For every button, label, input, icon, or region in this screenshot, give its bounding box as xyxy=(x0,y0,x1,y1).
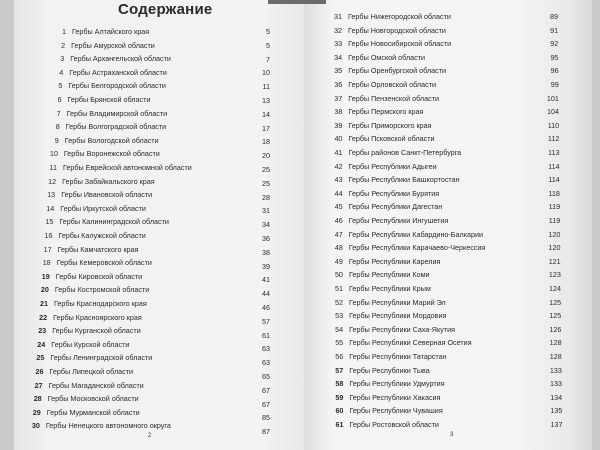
entry-page-number: 133 xyxy=(549,365,562,375)
entry-label: Гербы Псковской области xyxy=(348,134,435,144)
toc-entry xyxy=(49,41,270,55)
entry-page-number: 114 xyxy=(548,161,560,171)
toc-entry xyxy=(326,26,558,40)
entry-page-number: 18 xyxy=(261,137,270,147)
entry-page-number: 118 xyxy=(548,188,560,198)
entry-page-number: 5 xyxy=(265,40,270,50)
toc-entry xyxy=(327,175,558,189)
toc-entry xyxy=(40,177,270,191)
entry-label: Гербы Республики Кабардино-Балкарии xyxy=(348,229,484,239)
toc-entry xyxy=(43,136,270,150)
entry-page-number: 63 xyxy=(261,358,270,368)
toc-entry xyxy=(45,109,270,123)
entry-page-number: 36 xyxy=(262,234,270,243)
entry-number: 2 xyxy=(61,40,66,50)
entry-number: 10 xyxy=(49,149,58,159)
entry-label: Гербы Республики Северная Осетия xyxy=(349,338,472,348)
entry-page-number: 95 xyxy=(550,52,559,62)
entry-label: Гербы Приморского края xyxy=(348,120,432,130)
entry-number: 54 xyxy=(335,324,344,334)
entry-page-number: 57 xyxy=(261,316,270,326)
toc-entry xyxy=(326,94,558,108)
entry-page-number: 110 xyxy=(547,120,560,130)
entry-label: Гербы Новгородской области xyxy=(348,25,446,35)
toc-entry xyxy=(30,326,270,340)
entry-page-number: 61 xyxy=(261,330,270,340)
entry-label: Гербы Оренбургской области xyxy=(348,66,447,76)
toc-entry xyxy=(327,352,562,366)
entry-page-number: 11 xyxy=(262,82,270,92)
entry-number: 11 xyxy=(49,163,57,172)
entry-number: 23 xyxy=(38,326,47,336)
entry-page-number: 126 xyxy=(549,324,562,334)
entry-label: Гербы Ленинградской области xyxy=(50,353,153,363)
entry-page-number: 89 xyxy=(550,12,558,21)
entry-label: Гербы Еврейской автономной области xyxy=(63,163,192,172)
toc-entry xyxy=(327,162,558,176)
toc-entry xyxy=(326,107,558,121)
entry-number: 6 xyxy=(57,95,62,104)
entry-number: 8 xyxy=(55,122,60,132)
page-edge-shadow xyxy=(268,0,326,4)
entry-label: Гербы Липецкой области xyxy=(49,367,134,376)
toc-entry xyxy=(327,297,562,312)
entry-number: 43 xyxy=(334,175,343,185)
toc-entry xyxy=(327,148,559,162)
entry-page-number: 65 xyxy=(262,372,270,381)
entry-number: 18 xyxy=(42,258,51,268)
toc-entry xyxy=(327,365,562,380)
entry-label: Гербы Курганской области xyxy=(52,326,141,336)
entry-label: Гербы Кировской области xyxy=(55,271,143,281)
toc-entry xyxy=(35,258,270,272)
entry-label: Гербы Ивановской области xyxy=(61,190,153,200)
entry-number: 35 xyxy=(334,66,343,76)
entry-number: 14 xyxy=(46,203,55,213)
entry-label: Гербы Красноярского края xyxy=(53,312,142,322)
toc-entry xyxy=(327,379,563,393)
entry-page-number: 34 xyxy=(261,220,270,230)
entry-page-number: 120 xyxy=(548,243,561,253)
entry-page-number: 14 xyxy=(261,109,270,119)
toc-entry xyxy=(39,190,270,204)
entry-number: 61 xyxy=(335,420,344,429)
entry-page-number: 46 xyxy=(262,303,270,312)
entry-label: Гербы Нижегородской области xyxy=(348,12,451,21)
entry-page-number: 96 xyxy=(550,66,559,76)
entry-page-number: 67 xyxy=(261,399,270,409)
entry-page-number: 41 xyxy=(261,275,270,285)
entry-number: 4 xyxy=(59,67,64,77)
entry-label: Гербы Воронежской области xyxy=(63,149,160,159)
entry-page-number: 133 xyxy=(550,379,563,389)
entry-number: 17 xyxy=(43,244,52,254)
entry-number: 32 xyxy=(334,25,343,35)
entry-label: Гербы Омской области xyxy=(348,52,426,62)
toc-entry xyxy=(46,95,271,109)
entry-number: 58 xyxy=(335,379,344,389)
entry-page-number: 123 xyxy=(548,270,561,280)
toc-entry xyxy=(27,381,270,395)
entry-label: Гербы Магаданской области xyxy=(48,380,144,390)
entry-number: 46 xyxy=(334,216,343,225)
toc-entry xyxy=(327,324,562,339)
toc-entry xyxy=(327,229,561,244)
toc-entry xyxy=(24,421,270,435)
toc-entry xyxy=(38,204,270,218)
toc-entry xyxy=(48,54,270,68)
entry-label: Гербы Республики Дагестан xyxy=(348,202,443,212)
toc-entry xyxy=(327,270,561,284)
toc-entry xyxy=(46,81,270,95)
entry-page-number: 25 xyxy=(262,165,270,174)
entry-page-number: 114 xyxy=(548,175,560,185)
entry-number: 19 xyxy=(41,271,50,281)
entry-page-number: 113 xyxy=(548,148,560,157)
entry-number: 60 xyxy=(335,406,344,416)
entry-label: Гербы Краснодарского края xyxy=(54,299,147,308)
entry-label: Гербы Астраханской области xyxy=(69,67,167,77)
entry-number: 38 xyxy=(334,107,343,117)
toc-title: Содержание xyxy=(118,1,213,18)
entry-label: Гербы Калининградской области xyxy=(59,217,169,227)
entry-number: 44 xyxy=(334,188,343,198)
entry-label: Гербы Камчатского края xyxy=(57,244,139,254)
entry-page-number: 92 xyxy=(550,39,559,49)
entry-number: 1 xyxy=(62,27,66,36)
entry-page-number: 5 xyxy=(266,27,270,36)
entry-label: Гербы Пензенской области xyxy=(348,93,440,103)
entry-page-number: 91 xyxy=(550,25,559,35)
entry-number: 9 xyxy=(54,135,59,145)
entry-label: Гербы Московской области xyxy=(47,394,139,404)
toc-entry xyxy=(327,256,561,271)
entry-label: Гербы Республики Адыгеи xyxy=(348,161,437,171)
entry-number: 53 xyxy=(335,311,344,321)
entry-page-number: 112 xyxy=(547,134,560,144)
entry-page-number: 20 xyxy=(261,151,270,161)
entry-number: 56 xyxy=(335,352,344,361)
entry-label: Гербы Новосибирской области xyxy=(348,39,452,49)
toc-entry xyxy=(326,121,558,135)
entry-number: 45 xyxy=(334,202,343,212)
entry-page-number: 101 xyxy=(546,93,559,103)
entry-page-number: 128 xyxy=(549,352,562,361)
page-number-left: 2 xyxy=(148,433,152,439)
entry-label: Гербы Брянской области xyxy=(67,95,151,104)
entry-label: Гербы Пермского края xyxy=(348,107,424,117)
toc-entry xyxy=(37,231,271,245)
entry-number: 28 xyxy=(33,394,42,404)
entry-label: Гербы Калужской области xyxy=(58,231,146,240)
entry-page-number: 119 xyxy=(548,216,561,225)
entry-label: Гербы Республики Хакасия xyxy=(349,392,441,402)
entry-page-number: 99 xyxy=(550,80,559,89)
entry-page-number: 104 xyxy=(547,107,560,117)
entry-label: Гербы Ростовской области xyxy=(349,420,439,429)
entry-number: 20 xyxy=(40,285,49,295)
toc-entry xyxy=(327,202,561,216)
entry-number: 50 xyxy=(334,270,343,280)
entry-label: Гербы Иркутской области xyxy=(60,203,146,213)
entry-label: Гербы Республики Тыва xyxy=(349,365,430,375)
entry-label: Гербы Владимирской области xyxy=(66,108,168,118)
entry-label: Гербы Амурской области xyxy=(71,40,155,50)
entry-label: Гербы Республики Крым xyxy=(349,284,431,293)
toc-entry xyxy=(326,134,558,148)
toc-entry xyxy=(328,420,563,434)
entry-page-number: 10 xyxy=(261,68,270,78)
toc-entry xyxy=(326,12,558,26)
entry-number: 41 xyxy=(334,148,343,157)
entry-page-number: 134 xyxy=(550,392,563,402)
entry-page-number: 125 xyxy=(549,311,562,321)
entry-label: Гербы Волгоградской области xyxy=(65,122,167,132)
entry-label: Гербы Мурманской области xyxy=(46,407,140,417)
entry-label: Гербы Белгородской области xyxy=(68,81,166,91)
entry-label: Гербы Костромской области xyxy=(54,285,150,295)
toc-entry xyxy=(44,122,270,136)
entry-number: 42 xyxy=(334,161,343,171)
entry-page-number: 25 xyxy=(261,178,270,188)
entry-page-number: 135 xyxy=(550,406,563,416)
entry-page-number: 7 xyxy=(265,54,270,64)
entry-page-number: 128 xyxy=(549,338,562,348)
entry-page-number: 28 xyxy=(261,192,270,202)
entry-number: 22 xyxy=(39,312,48,322)
toc-entry xyxy=(327,284,561,298)
entry-number: 5 xyxy=(58,81,63,91)
entry-number: 25 xyxy=(36,353,45,363)
entry-page-number: 119 xyxy=(548,202,561,212)
entry-page-number: 31 xyxy=(261,206,270,216)
entry-number: 37 xyxy=(334,93,343,103)
entry-number: 21 xyxy=(40,299,48,308)
entry-label: Гербы Республики Карачаево-Черкессия xyxy=(348,243,486,253)
toc-entry xyxy=(29,340,270,354)
entry-label: Гербы Кемеровской области xyxy=(56,258,152,268)
entry-label: Гербы Орловской области xyxy=(348,80,436,89)
entry-number: 3 xyxy=(60,54,65,64)
entry-number: 47 xyxy=(334,229,343,239)
toc-entry xyxy=(327,243,561,257)
entry-number: 51 xyxy=(335,284,343,293)
toc-entry xyxy=(28,367,271,381)
entry-page-number: 44 xyxy=(261,289,270,299)
entry-label: Гербы Республики Бурятия xyxy=(348,188,440,198)
entry-label: Гербы Республики Башкортостан xyxy=(348,175,460,185)
toc-entry xyxy=(327,338,562,352)
entry-number: 59 xyxy=(335,392,344,402)
entry-label: Гербы Забайкальского края xyxy=(62,176,155,186)
toc-entry xyxy=(327,392,563,407)
entry-label: Гербы районов Санкт-Петербурга xyxy=(348,148,462,157)
entry-label: Гербы Республики Карелия xyxy=(348,256,441,266)
entry-number: 30 xyxy=(31,421,40,431)
entry-page-number: 87 xyxy=(261,427,270,437)
entry-number: 27 xyxy=(34,380,43,390)
entry-number: 24 xyxy=(37,339,46,349)
toc-entry xyxy=(50,27,270,41)
toc-entry xyxy=(326,53,558,67)
entry-page-number: 67 xyxy=(261,385,270,395)
toc-entry xyxy=(326,66,558,80)
toc-entry xyxy=(47,68,270,82)
entry-number: 33 xyxy=(334,39,343,49)
toc-entry xyxy=(36,245,270,259)
entry-number: 36 xyxy=(334,80,343,89)
entry-page-number: 120 xyxy=(548,229,561,239)
toc-entry xyxy=(32,299,270,313)
entry-label: Гербы Архангельской области xyxy=(70,54,171,64)
entry-number: 49 xyxy=(334,256,343,266)
entry-page-number: 39 xyxy=(261,261,270,271)
toc-entry xyxy=(326,39,558,53)
entry-label: Гербы Республики Мордовия xyxy=(349,311,447,321)
entry-number: 7 xyxy=(56,108,61,118)
toc-entry xyxy=(34,272,270,286)
entry-number: 16 xyxy=(44,231,53,240)
entry-number: 39 xyxy=(334,120,343,130)
toc-entry xyxy=(26,394,270,408)
entry-number: 52 xyxy=(335,297,344,307)
entry-number: 29 xyxy=(32,407,41,417)
entry-page-number: 13 xyxy=(262,96,270,105)
entry-number: 12 xyxy=(48,176,57,186)
entry-label: Гербы Республики Ингушетия xyxy=(348,216,449,225)
toc-entry xyxy=(327,216,561,230)
toc-entry xyxy=(327,406,563,420)
entry-page-number: 63 xyxy=(261,344,270,354)
entry-label: Гербы Республики Татарстан xyxy=(349,352,447,361)
entry-label: Гербы Республики Чувашия xyxy=(349,406,443,416)
toc-entry xyxy=(31,313,270,327)
entry-page-number: 125 xyxy=(549,297,562,307)
entry-number: 31 xyxy=(334,12,342,21)
entry-page-number: 121 xyxy=(548,256,561,266)
entry-number: 26 xyxy=(35,367,44,376)
toc-entry xyxy=(327,311,562,325)
entry-label: Гербы Вологодской области xyxy=(64,135,159,145)
toc-entry xyxy=(37,217,270,231)
entry-page-number: 137 xyxy=(550,420,563,429)
entry-label: Гербы Республики Коми xyxy=(348,270,430,280)
entry-number: 55 xyxy=(335,338,344,348)
entry-label: Гербы Республики Саха-Якутия xyxy=(349,324,456,334)
entry-label: Гербы Курской области xyxy=(51,339,130,349)
toc-entry xyxy=(28,353,270,367)
entry-page-number: 124 xyxy=(549,284,561,293)
toc-entry xyxy=(25,408,270,422)
toc-entry xyxy=(326,80,558,94)
entry-page-number: 38 xyxy=(261,247,270,257)
entry-page-number: 85 xyxy=(261,413,270,423)
entry-label: Гербы Республики Удмуртия xyxy=(349,379,445,389)
entry-number: 34 xyxy=(334,52,343,62)
entry-number: 57 xyxy=(335,365,344,375)
entry-number: 40 xyxy=(334,134,343,144)
entry-page-number: 17 xyxy=(261,123,270,133)
entry-label: Гербы Ненецкого автономного округа xyxy=(45,421,171,431)
toc-entry xyxy=(327,189,558,203)
entry-label: Гербы Алтайского края xyxy=(72,27,150,36)
toc-entry xyxy=(41,163,270,177)
entry-number: 15 xyxy=(45,217,54,227)
entry-label: Гербы Республики Марий Эл xyxy=(349,297,446,307)
toc-entry xyxy=(42,149,270,163)
entry-number: 13 xyxy=(47,190,56,200)
toc-entry xyxy=(33,285,270,299)
page-number-right: 3 xyxy=(450,432,454,438)
entry-number: 48 xyxy=(334,243,343,253)
